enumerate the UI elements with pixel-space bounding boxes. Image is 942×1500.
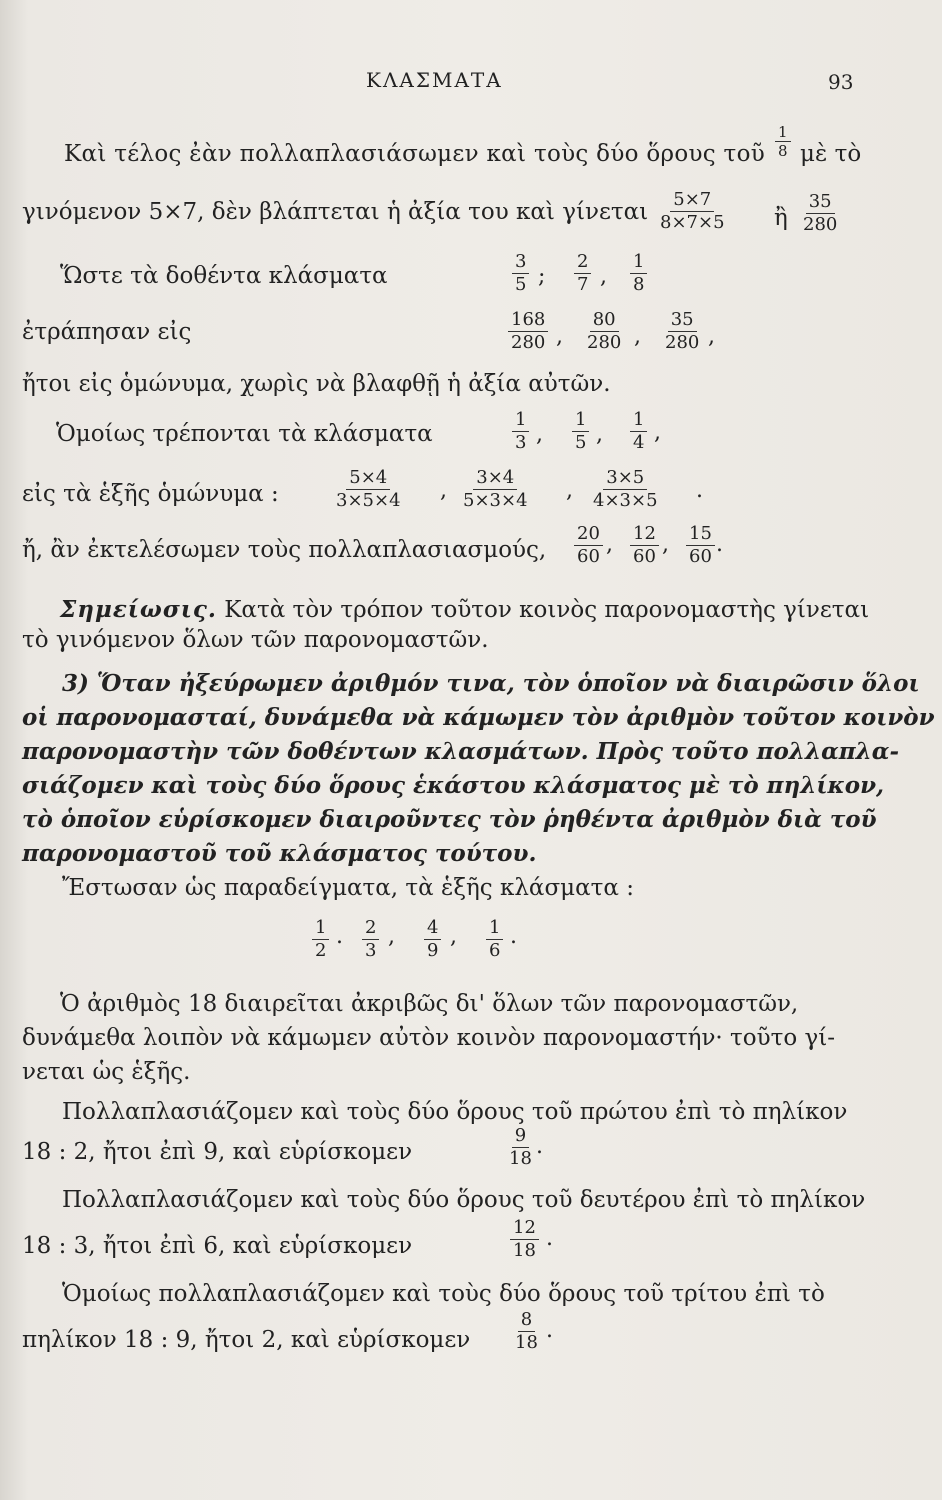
denominator: 6 bbox=[489, 940, 501, 961]
paragraph-line: δυνάμεθα λοιπὸν νὰ κάμωμεν αὐτὸν κοινὸν παρονομαστήν· τοῦτο γί- bbox=[22, 1025, 836, 1051]
note-text: Κατὰ τὸν τρόπον τοῦτον κοινὸς παρονομαστὴς γίνεται bbox=[224, 597, 870, 623]
numerator: 1 bbox=[630, 252, 647, 274]
fraction bbox=[512, 1310, 541, 1353]
numerator: 3 bbox=[512, 252, 529, 274]
numerator: 5×7 bbox=[670, 190, 714, 212]
numerator: 20 bbox=[574, 524, 603, 546]
note-label: Σημείωσις. bbox=[60, 596, 217, 623]
separator: , bbox=[662, 532, 669, 557]
fraction bbox=[512, 252, 529, 295]
fraction bbox=[800, 192, 840, 235]
separator: , bbox=[450, 924, 457, 949]
paragraph-line: ἤτοι εἰς ὁμώνυμα, χωρὶς νὰ βλαφθῇ ἡ ἀξία αὐτῶν. bbox=[22, 371, 611, 397]
denominator: 9 bbox=[427, 940, 439, 961]
separator: , bbox=[388, 924, 395, 949]
fraction bbox=[630, 524, 659, 567]
separator: . bbox=[510, 924, 517, 949]
numerator: 9 bbox=[512, 1126, 529, 1148]
denominator: 3 bbox=[515, 432, 527, 453]
fraction bbox=[630, 252, 647, 295]
separator: , bbox=[556, 324, 563, 349]
fraction bbox=[775, 124, 791, 159]
separator: , bbox=[566, 478, 573, 503]
denominator: 4 bbox=[633, 432, 645, 453]
rule-number: 3) bbox=[62, 670, 89, 697]
separator: , bbox=[708, 324, 715, 349]
fraction bbox=[574, 524, 603, 567]
denominator: 280 bbox=[587, 332, 622, 353]
numerator: 8 bbox=[518, 1310, 535, 1332]
fraction bbox=[424, 918, 441, 961]
fraction bbox=[362, 918, 379, 961]
denominator: 5×3×4 bbox=[463, 490, 528, 511]
numerator: 1 bbox=[512, 410, 529, 432]
denominator: 18 bbox=[513, 1240, 536, 1261]
separator: . bbox=[536, 1134, 543, 1159]
paragraph-line: ἤ, ἂν ἐκτελέσωμεν τοὺς πολλαπλασιασμούς, bbox=[22, 537, 547, 563]
fraction bbox=[662, 310, 702, 353]
paragraph-line: νεται ὡς ἑξῆς. bbox=[22, 1059, 191, 1085]
rule-line: οἱ παρονομασταί, δυνάμεθα νὰ κάμωμεν τὸν ἀριθμὸν τοῦτον κοινὸν bbox=[22, 704, 935, 731]
denominator: 8 bbox=[633, 274, 645, 295]
numerator: 3×5 bbox=[603, 468, 647, 490]
paragraph-line: Ἔστωσαν ὡς παραδείγματα, τὰ ἑξῆς κλάσματα : bbox=[62, 875, 634, 901]
separator: , bbox=[536, 422, 543, 447]
rule-line: παρονομαστὴν τῶν δοθέντων κλασμάτων. Πρὸς τοῦτο πολλαπλα- bbox=[22, 738, 899, 765]
separator: , bbox=[634, 324, 641, 349]
fraction bbox=[508, 310, 548, 353]
denominator: 60 bbox=[689, 546, 712, 567]
denominator: 280 bbox=[511, 332, 546, 353]
fraction bbox=[312, 918, 329, 961]
numerator: 1 bbox=[775, 124, 791, 142]
paragraph-line: πηλίκον 18 : 9, ἤτοι 2, καὶ εὑρίσκομεν bbox=[22, 1327, 471, 1353]
denominator: 2 bbox=[315, 940, 327, 961]
fraction bbox=[574, 252, 591, 295]
rule-line: σιάζομεν καὶ τοὺς δύο ὅρους ἑκάστου κλάσματος μὲ τὸ πηλίκον, bbox=[22, 772, 885, 799]
fraction bbox=[506, 1126, 535, 1169]
rule-text: Ὅταν ἠξεύρωμεν ἀριθμόν τινα, τὸν ὁποῖον νὰ διαιρῶσιν ὅλοι bbox=[96, 670, 920, 697]
paragraph-line: Ὁμοίως πολλαπλασιάζομεν καὶ τοὺς δύο ὅρους τοῦ τρίτου ἐπὶ τὸ bbox=[62, 1281, 825, 1307]
fraction bbox=[333, 468, 404, 511]
fraction bbox=[486, 918, 503, 961]
numerator: 2 bbox=[574, 252, 591, 274]
numerator: 2 bbox=[362, 918, 379, 940]
separator: . bbox=[546, 1318, 553, 1343]
paragraph-line: εἰς τὰ ἑξῆς ὁμώνυμα : bbox=[22, 481, 279, 507]
denominator: 5 bbox=[515, 274, 527, 295]
denominator: 8 bbox=[778, 142, 788, 160]
separator: , bbox=[440, 478, 447, 503]
numerator: 4 bbox=[424, 918, 441, 940]
paragraph-line: Πολλαπλασιάζομεν καὶ τοὺς δύο ὅρους τοῦ πρώτου ἐπὶ τὸ πηλίκον bbox=[62, 1099, 848, 1125]
separator: , bbox=[606, 532, 613, 557]
separator: . bbox=[546, 1226, 553, 1251]
numerator: 35 bbox=[806, 192, 835, 214]
fraction bbox=[657, 190, 728, 233]
rule-line: παρονομαστοῦ τοῦ κλάσματος τούτου. bbox=[22, 840, 537, 867]
running-title: ΚΛΑΣΜΑΤΑ bbox=[366, 68, 503, 92]
numerator: 15 bbox=[686, 524, 715, 546]
separator: ; bbox=[538, 264, 546, 289]
separator: , bbox=[600, 264, 607, 289]
numerator: 12 bbox=[510, 1218, 539, 1240]
page-header bbox=[0, 68, 942, 98]
numerator: 80 bbox=[590, 310, 619, 332]
numerator: 168 bbox=[508, 310, 548, 332]
paragraph-line: Πολλαπλασιάζομεν καὶ τοὺς δύο ὅρους τοῦ δευτέρου ἐπὶ τὸ πηλίκον bbox=[62, 1187, 866, 1213]
separator: . bbox=[716, 532, 723, 557]
numerator: 1 bbox=[572, 410, 589, 432]
denominator: 280 bbox=[803, 214, 838, 235]
paragraph-line: 18 : 2, ἤτοι ἐπὶ 9, καὶ εὑρίσκομεν bbox=[22, 1139, 413, 1165]
numerator: 35 bbox=[668, 310, 697, 332]
fraction bbox=[584, 310, 624, 353]
denominator: 5 bbox=[575, 432, 587, 453]
paragraph-line: Ὁ ἀριθμὸς 18 διαιρεῖται ἀκριβῶς δι' ὅλων τῶν παρονομαστῶν, bbox=[60, 991, 799, 1017]
rule-line bbox=[62, 670, 920, 698]
numerator: 1 bbox=[312, 918, 329, 940]
denominator: 60 bbox=[577, 546, 600, 567]
numerator: 1 bbox=[486, 918, 503, 940]
denominator: 3 bbox=[365, 940, 377, 961]
denominator: 60 bbox=[633, 546, 656, 567]
fraction bbox=[572, 410, 589, 453]
fraction bbox=[512, 410, 529, 453]
numerator: 5×4 bbox=[346, 468, 390, 490]
fraction bbox=[510, 1218, 539, 1261]
paragraph-line: Καὶ τέλος ἐὰν πολλαπλασιάσωμεν καὶ τοὺς δύο ὅρους τοῦ bbox=[64, 141, 766, 167]
denominator: 18 bbox=[515, 1332, 538, 1353]
note-line bbox=[60, 596, 869, 624]
denominator: 8×7×5 bbox=[660, 212, 725, 233]
fraction bbox=[590, 468, 661, 511]
fraction bbox=[460, 468, 531, 511]
paragraph-line: ἐτράπησαν εἰς bbox=[22, 319, 192, 345]
paragraph-line: 18 : 3, ἤτοι ἐπὶ 6, καὶ εὑρίσκομεν bbox=[22, 1233, 413, 1259]
fraction bbox=[686, 524, 715, 567]
separator: , bbox=[596, 422, 603, 447]
numerator: 12 bbox=[630, 524, 659, 546]
denominator: 3×5×4 bbox=[336, 490, 401, 511]
denominator: 280 bbox=[665, 332, 700, 353]
paragraph-line: μὲ τὸ bbox=[800, 141, 862, 167]
page-number: 93 bbox=[828, 70, 854, 94]
rule-line: τὸ ὁποῖον εὑρίσκομεν διαιροῦντες τὸν ῥηθέντα ἀριθμὸν διὰ τοῦ bbox=[22, 806, 877, 833]
denominator: 18 bbox=[509, 1148, 532, 1169]
note-line: τὸ γινόμενον ὅλων τῶν παρονομαστῶν. bbox=[22, 627, 489, 653]
or-word: ἢ bbox=[774, 205, 788, 231]
denominator: 4×3×5 bbox=[593, 490, 658, 511]
separator: . bbox=[696, 478, 703, 503]
fraction bbox=[630, 410, 647, 453]
separator: , bbox=[654, 420, 661, 445]
numerator: 1 bbox=[630, 410, 647, 432]
paragraph-line: γινόμενον 5×7, δὲν βλάπτεται ἡ ἀξία του καὶ γίνεται bbox=[22, 199, 649, 225]
numerator: 3×4 bbox=[473, 468, 517, 490]
separator: . bbox=[336, 924, 343, 949]
paragraph-line: Ὁμοίως τρέπονται τὰ κλάσματα bbox=[56, 421, 433, 447]
denominator: 7 bbox=[577, 274, 589, 295]
paragraph-line: Ὥστε τὰ δοθέντα κλάσματα bbox=[60, 263, 388, 289]
